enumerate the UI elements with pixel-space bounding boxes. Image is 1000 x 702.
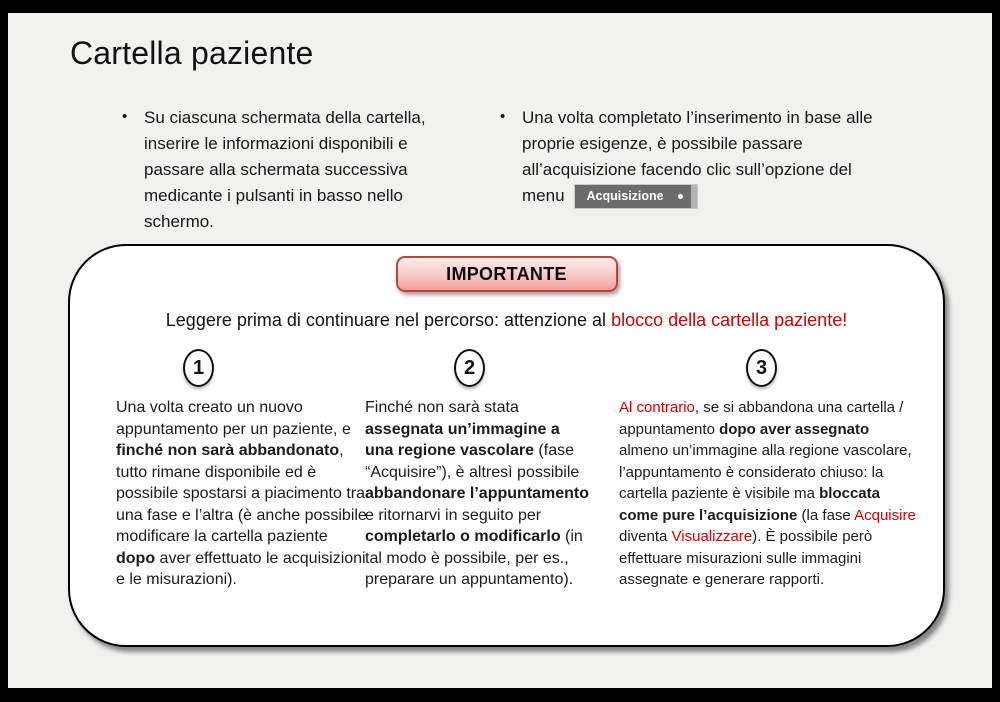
- menu-bullet-dot-icon: [678, 194, 683, 199]
- step-2-text: Finché non sarà stata assegnata un’immagine a una regione vascolare (fase “Acquisire”), è altresì possibile abbandonare l’appuntamento e ritornarvi in seguito per completarlo o modificarlo (in tal modo è possibile, per es., preparare un appuntamento).: [365, 399, 590, 588]
- step-1-number-badge: 1: [183, 349, 214, 387]
- importante-badge: IMPORTANTE: [396, 256, 618, 292]
- step-3-number-badge: 3: [746, 349, 777, 387]
- step-1-text: Una volta creato un nuovo appuntamento per un paziente, e finché non sarà abbandonato, tutto rimane disponibile ed è possibile spostarsi a piacimento tra una fase e l’altra (è anche possibile modificare la cartella paziente dopo aver effettuato le acquisizioni e le misurazioni).: [116, 399, 367, 588]
- slide: [8, 13, 992, 688]
- step-2-number-badge: 2: [454, 349, 485, 387]
- important-box: [68, 244, 945, 647]
- page-title: Cartella paziente: [70, 35, 314, 71]
- warning-line: Leggere prima di continuare nel percorso: attenzione al blocco della cartella paziente!: [165, 310, 848, 330]
- bullet-icon: •: [500, 108, 506, 125]
- bullet-icon: •: [122, 108, 128, 125]
- bullet-left: [120, 105, 462, 235]
- bullet-left-text: Su ciascuna schermata della cartella, inserire le informazioni disponibili e passare alla schermata successiva medicante i pulsanti in basso nello schermo.: [144, 108, 426, 231]
- step-3-text: Al contrario, se si abbandona una cartella / appuntamento dopo aver assegnato almeno un’immagine alla regione vascolare, l’appuntamento è considerato chiuso: la cartella paziente è visibile ma bloccata come pure l’acquisizione (la fase Acquisire diventa Visualizzare). È possibile però effettuare misurazioni sulle immagini assegnate e generare rapporti.: [619, 399, 916, 588]
- acquisizione-menu-button[interactable]: [575, 185, 697, 209]
- bullet-right: [498, 105, 894, 209]
- acquisizione-menu-button-label: Acquisizione: [586, 188, 664, 203]
- bullet-right-text: Una volta completato l’inserimento in base alle proprie esigenze, è possibile passare all’acquisizione facendo clic sull’opzione del menu Acquisizione: [522, 108, 873, 205]
